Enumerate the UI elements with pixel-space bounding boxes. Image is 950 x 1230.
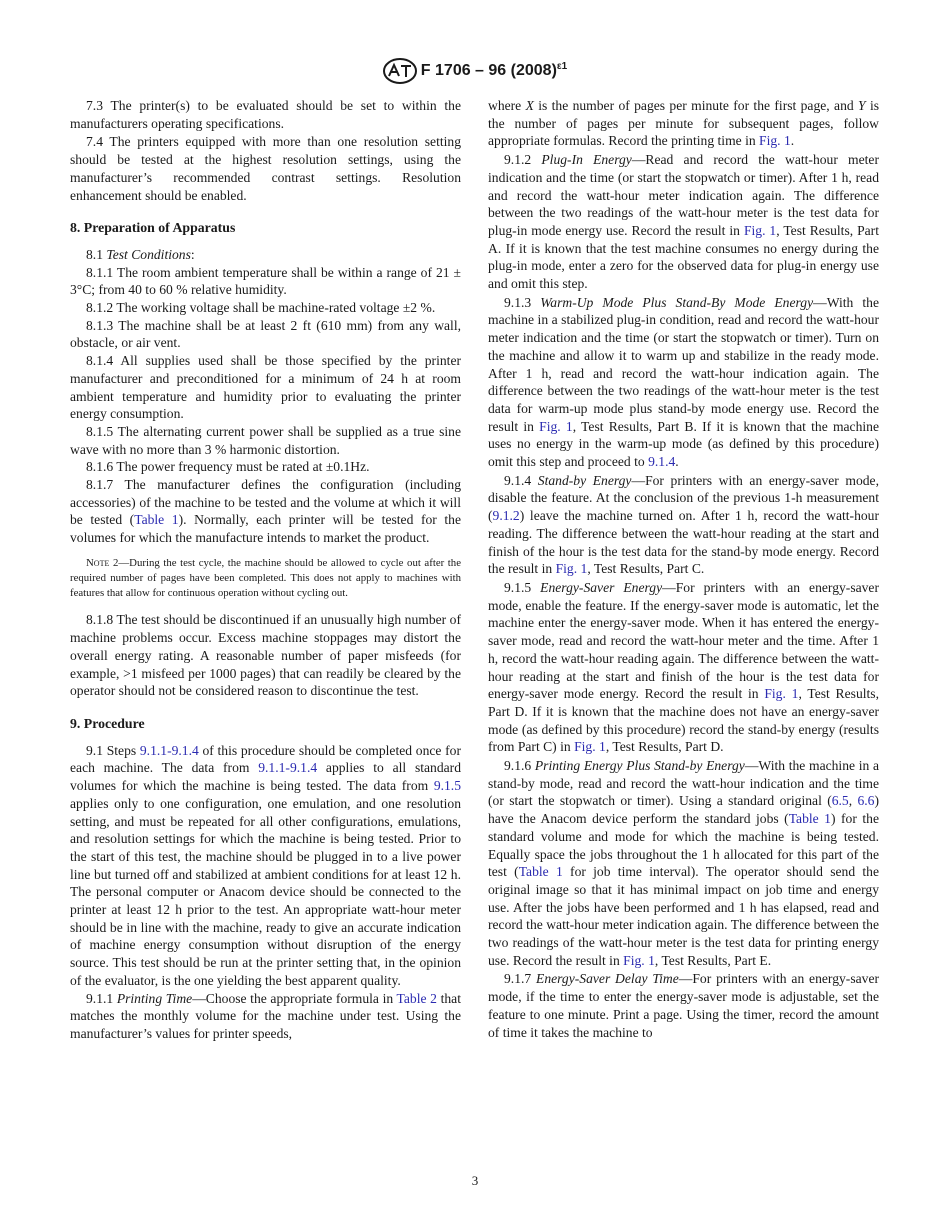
paragraph-8-1-6: 8.1.6 The power frequency must be rated at ±0.1Hz. xyxy=(86,459,370,475)
paragraph-9-1-1: 9.1.1 Printing Time—Choose the appropriate formula in Table 2 that matches the monthly volume for the machine under test. Using the manufacturer’s values for printer speeds, xyxy=(70,990,461,1041)
paragraph-8-1-7: 8.1.7 The manufacturer defines the configuration (including accessories) of the machine to be tested and the volume at which it will be tested (Table 1). Normally, each printer will be tested for the volumes for which the manufacture intends to market the product. xyxy=(70,477,461,546)
link-9-1-1-9-1-4-second[interactable]: 9.1.1-9.1.4 xyxy=(258,760,318,776)
paragraph-8-1-2: 8.1.2 The working voltage shall be machine-rated voltage ±2 %. xyxy=(86,300,436,316)
standard-designation: F 1706 – 96 (2008) xyxy=(420,62,557,80)
page-number: 3 xyxy=(471,1173,479,1188)
link-9-1-5[interactable]: 9.1.5 xyxy=(433,778,461,794)
paragraph-7-3: 7.3 The printer(s) to be evaluated should be set to within the manufacturers operating specifications. xyxy=(70,98,461,131)
link-9-1-2[interactable]: 9.1.2 xyxy=(492,508,520,524)
link-9-1-4[interactable]: 9.1.4 xyxy=(648,454,676,470)
link-table-1[interactable]: Table 1 xyxy=(134,512,179,528)
link-fig-1[interactable]: Fig. 1 xyxy=(759,133,791,149)
link-6-5[interactable]: 6.5 xyxy=(831,793,849,809)
paragraph-8-1-5: 8.1.5 The alternating current power shall be supplied as a true sine wave with no more than 3 % harmonic distortion. xyxy=(70,423,461,457)
link-fig-1[interactable]: Fig. 1 xyxy=(764,686,799,702)
link-6-6[interactable]: 6.6 xyxy=(857,793,875,809)
paragraph-9-1: 9.1 Steps 9.1.1-9.1.4 of this procedure should be completed once for each machine. The data from 9.1.1-9.1.4 applies to all standard volumes for which the machine is being tested. The data from 9.1.5 applies only to one configuration, one emulation, and one resolution setting, and must be repeated for all other configurations, emulations, and resolution settings for which the machine is being tested. Prior to the start of this test, the machine should be plugged in to a live power line but turned off and stabilized at ambient conditions for at least 12 h. The personal computer or Anacom device should be connected to the printer at least 12 h prior to the test. An appropriate watt-hour meter should be in line with the machine, ready to give an accurate indication of machine energy consumption without disruption of the energy source. This test should be run at the printer setting that, in the opinion of the evaluator, is the one yielding the best apparent quality. xyxy=(70,742,461,988)
section-heading-8: 8. Preparation of Apparatus xyxy=(70,220,236,236)
link-9-1-1-9-1-4[interactable]: 9.1.1-9.1.4 xyxy=(139,742,199,758)
paragraph-9-1-7: 9.1.7 Energy-Saver Delay Time—For printers with an energy-saver mode, if the time to enter the energy-saver mode is adjustable, set the feature to one minute. Print a page. Using the timer, record the amount of time it takes the machine to xyxy=(488,971,880,1040)
paragraph-8-1-3: 8.1.3 The machine shall be at least 2 ft (610 mm) from any wall, obstacle, or air vent. xyxy=(70,317,461,351)
paragraph-8-1-8: 8.1.8 The test should be discontinued if an unusually high number of machine problems occur. Excess machine stoppages may distort the overall energy rating. A reasonable number of paper misfeeds (for example, >1 misfeed per 1000 pages) that can readily be cleared by the operator should not be considered reason to discontinue the test. xyxy=(70,612,461,699)
right-column xyxy=(488,97,879,1041)
paragraph-8-1-4: 8.1.4 All supplies used shall be those specified by the printer manufacturer and preconditioned for a minimum of 24 h at room ambient temperature and humidity prior to evaluating the printer energy consumption. xyxy=(70,353,461,422)
paragraph-9-1-3: 9.1.3 Warm-Up Mode Plus Stand-By Mode Energy—With the machine in a stabilized plug-in condition, read and record the watt-hour meter indication and the time (or start the stopwatch or timer). Turn on the machine and allow it to warm up and stabilize in the ready mode. After 1 h, read and record the watt-hour indication again. The difference between the two readings of the watt-hour meter is the test data for warm-up mode plus stand-by mode energy use. Record the result in Fig. 1, Test Results, Part B. If it is known that the machine uses no energy in the warm-up mode (as defined by this procedure) omit this step and proceed to 9.1.4. xyxy=(488,294,879,470)
section-heading-9: 9. Procedure xyxy=(70,716,145,731)
edition-superscript: ε1 xyxy=(556,60,568,72)
link-fig-1[interactable]: Fig. 1 xyxy=(623,952,655,968)
paragraph-9-1-2: 9.1.2 Plug-In Energy—Read and record the watt-hour meter indication and the time (or start the stopwatch or timer). After 1 h, read and record the watt-hour meter indication again. The difference between the two readings of the watt-hour meter is the test data for plug-in mode energy use. Record the result in Fig. 1, Test Results, Part A. If it is known that the test machine consumes no energy during the plug-in mode, enter a zero for the observed data for plug-in energy use and omit this step. xyxy=(488,152,879,292)
link-fig-1[interactable]: Fig. 1 xyxy=(574,739,606,755)
paragraph-9-1-4: 9.1.4 Stand-by Energy—For printers with an energy-saver mode, disable the feature. At the conclusion of the previous 1-h measurement (9.1.2) leave the machine turned on. After 1 h, record the watt-hour reading. The difference between the watt-hour reading at the start and finish of the hour is the test data for the stand-by mode energy. Record the result in Fig. 1, Test Results, Part C. xyxy=(488,472,879,577)
link-table-2[interactable]: Table 2 xyxy=(396,990,437,1006)
paragraph-8-1-1: 8.1.1 The room ambient temperature shall be within a range of 21 ± 3°C; from 40 to 60 % relative humidity. xyxy=(70,264,461,298)
link-table-1[interactable]: Table 1 xyxy=(518,864,563,880)
link-table-1[interactable]: Table 1 xyxy=(788,811,831,827)
astm-logo-icon xyxy=(383,58,417,84)
paragraph-7-4: 7.4 The printers equipped with more than one resolution setting should be tested at the highest resolution settings, using the manufacturer’s recommended contrast settings. Resolution enhancement should be enabled. xyxy=(70,134,461,203)
paragraph-9-1-6: 9.1.6 Printing Energy Plus Stand-by Energy—With the machine in a stand-by mode, read and record the watt-hour indication and the time (or start the stopwatch or timer). Using a standard original (6.5, 6.6) have the Anacom device perform the standard jobs (Table 1) for the standard volume and mode for which the machine is being tested. Equally space the jobs throughout the 1 h allocated for this part of the test (Table 1 for job time interval). The operator should send the original image so that it has minimal impact on job time and energy use. After the jobs have been performed and 1 h has elapsed, read and record the watt-hour meter indication again. The difference between the two readings of the watt-hour meter is the test data for printing energy use. Record the result in Fig. 1, Test Results, Part E. xyxy=(488,758,879,968)
paragraph-8-1: 8.1 Test Conditions: xyxy=(86,246,195,262)
note-2: Note 2—During the test cycle, the machine should be allowed to cycle out after the required number of pages have been completed. This does not apply to machines with features that allow for continuous operation without cycling out. xyxy=(70,556,461,600)
paragraph-9-1-1-continued: where X is the number of pages per minute for the first page, and Y is the number of pages per minute for subsequent pages, follow appropriate formulas. Record the printing time in Fig. 1. xyxy=(488,98,880,149)
paragraph-9-1-5: 9.1.5 Energy-Saver Energy—For printers with an energy-saver mode, enable the feature. If the energy-saver mode is automatic, let the machine enter the energy-saver mode. When it has entered the energy-saver mode, read and record the watt-hour meter and the time. After 1 h, record the watt-hour reading again. The difference between the watt-hour reading at the start and finish of the hour is the test data for energy-saver mode energy. Record the result in Fig. 1, Test Results, Part D. If it is known that the machine does not have an energy-saver mode (as defined by this procedure) record the stand-by energy (results from Part C) in Fig. 1, Test Results, Part D. xyxy=(488,579,879,755)
link-fig-1[interactable]: Fig. 1 xyxy=(555,561,588,577)
left-column xyxy=(70,97,461,1043)
link-fig-1[interactable]: Fig. 1 xyxy=(743,222,777,238)
page-header xyxy=(0,58,950,84)
link-fig-1[interactable]: Fig. 1 xyxy=(539,418,573,434)
